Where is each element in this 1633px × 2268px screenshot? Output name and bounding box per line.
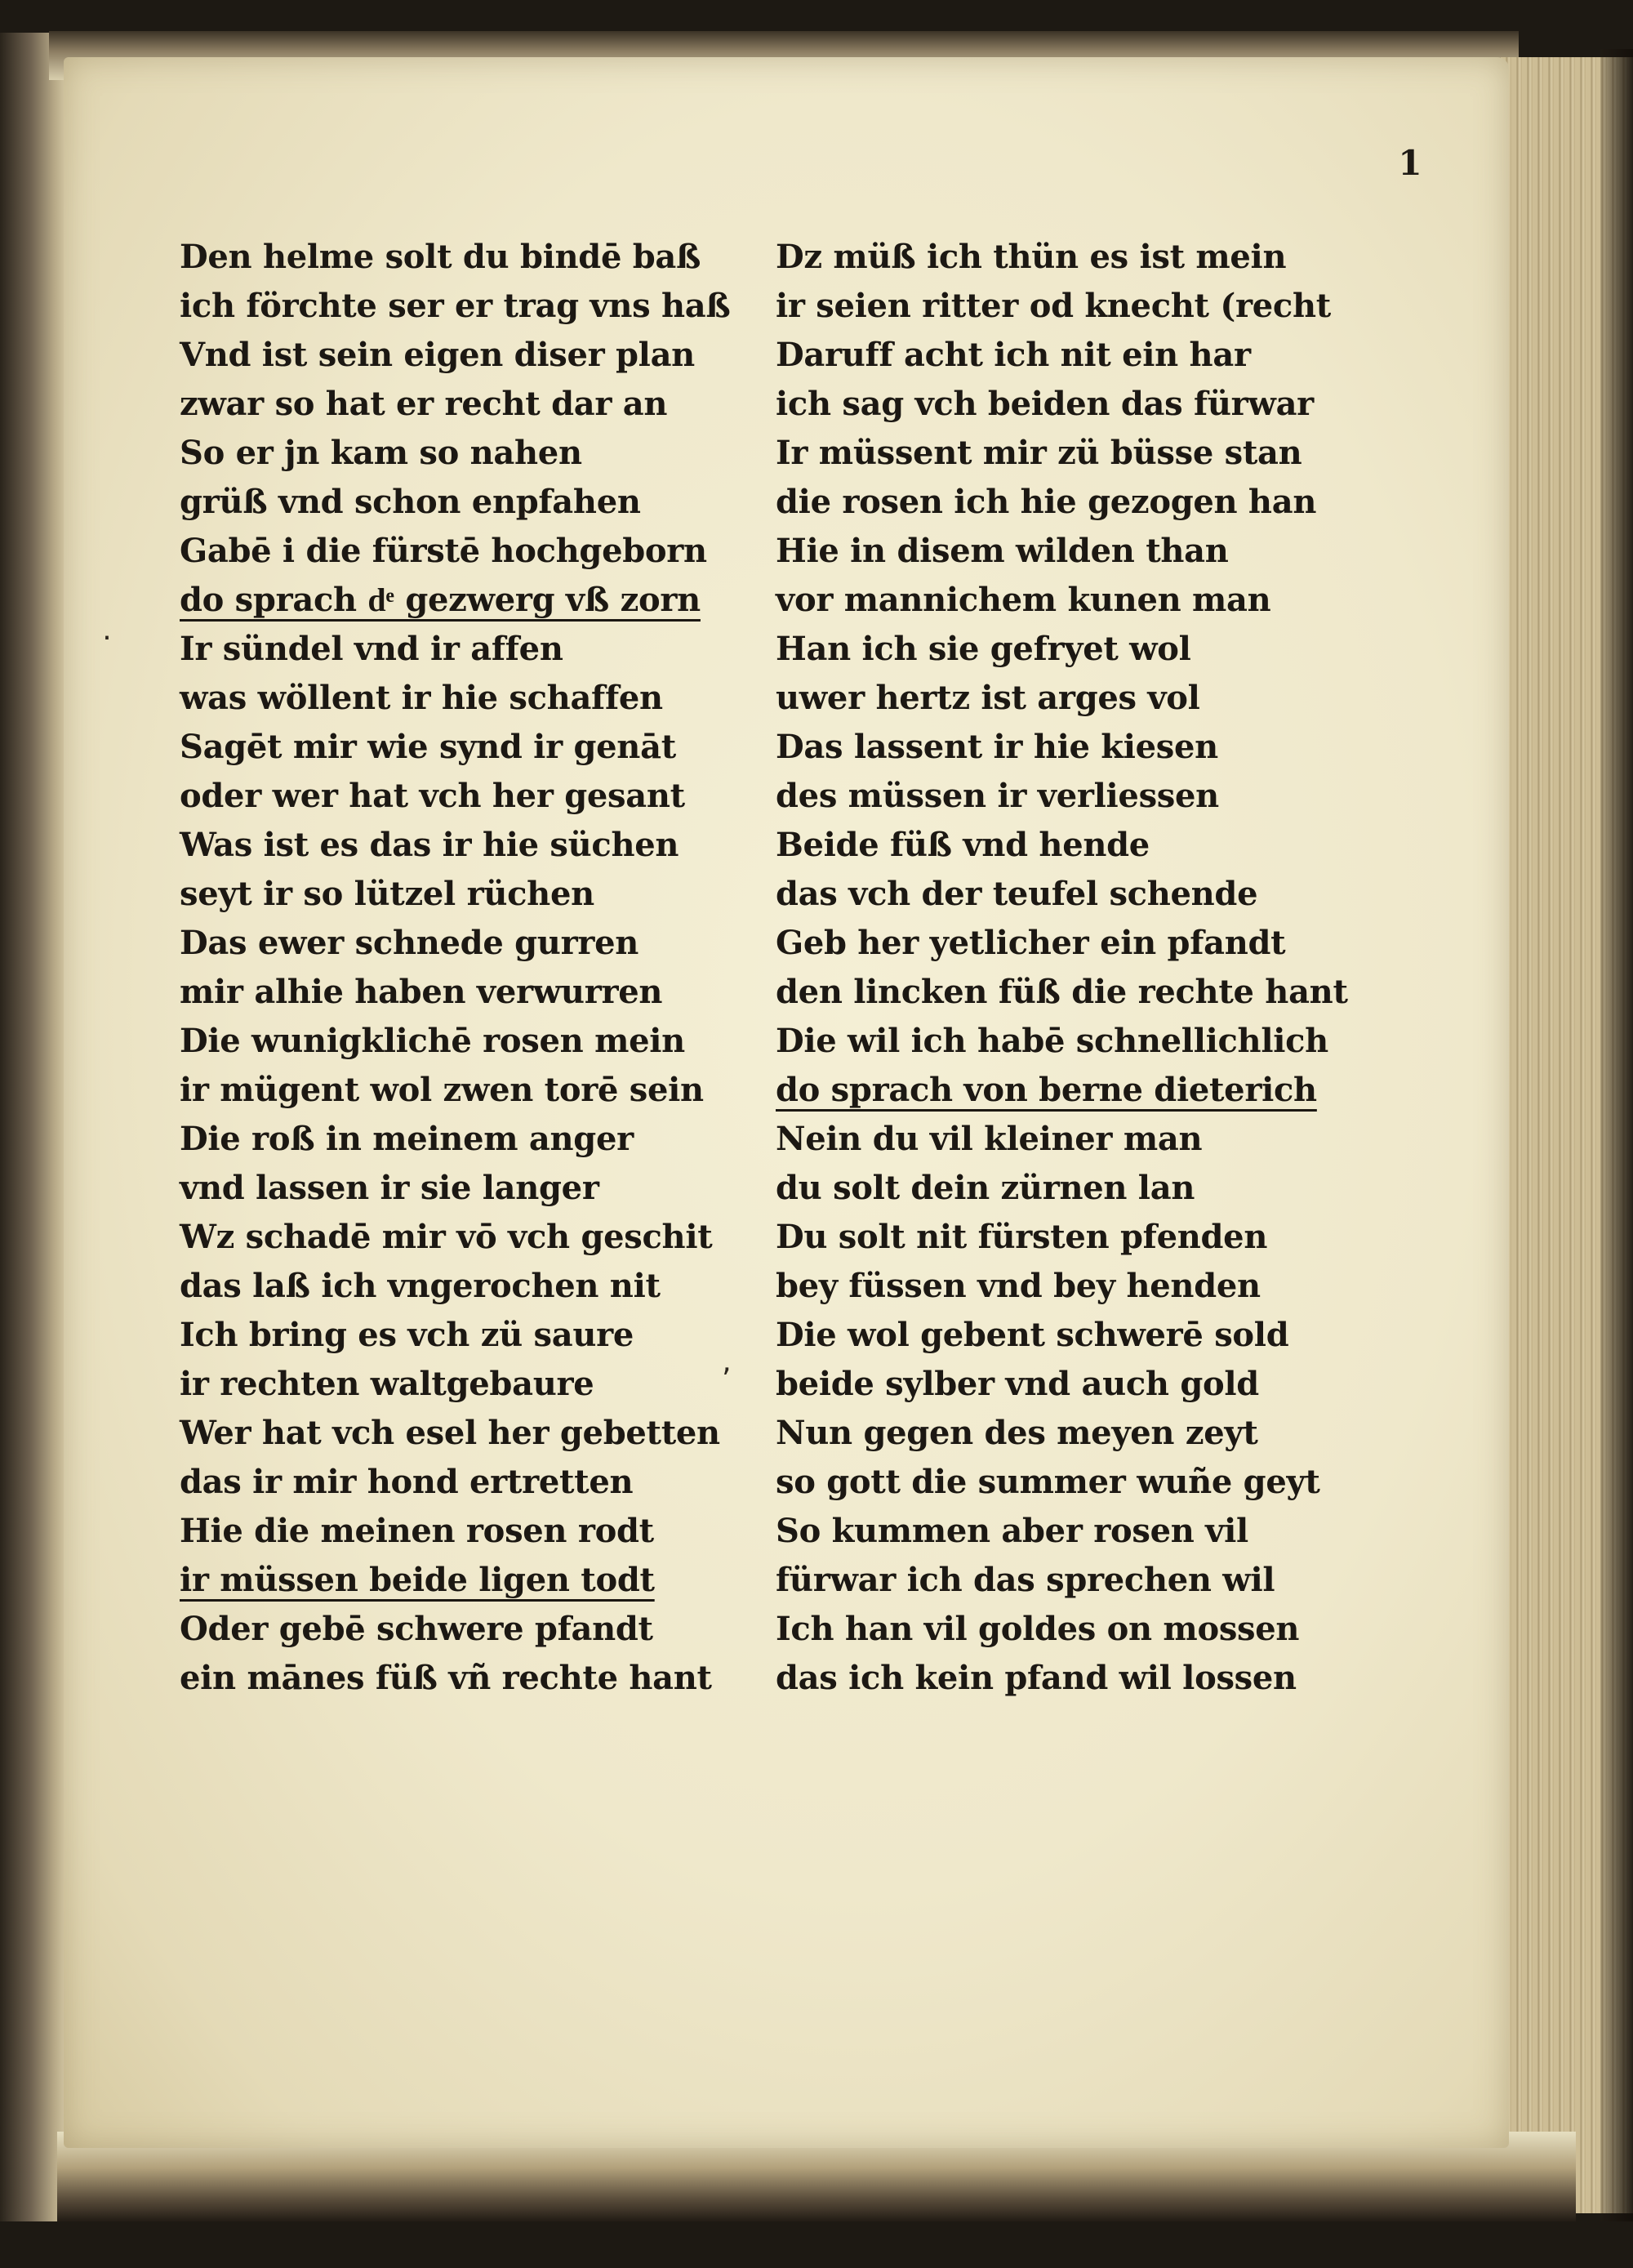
verse-line: Den helme solt du bindē baß	[180, 238, 701, 276]
verse-line: oder wer hat vch her gesant	[180, 777, 685, 815]
verse-line: Das lassent ir hie kiesen	[776, 728, 1218, 766]
verse-line: Ir sündel vnd ir affen	[180, 630, 563, 668]
verse-line: Hie in disem wilden than	[776, 532, 1229, 570]
verse-line: Was ist es das ir hie süchen	[180, 826, 679, 864]
verse-line: fürwar ich das sprechen wil	[776, 1561, 1275, 1599]
verse-line: ir mügent wol zwen torē sein	[180, 1071, 704, 1109]
verse-line: des müssen ir verliessen	[776, 777, 1219, 815]
verse-line: ir müssen beide ligen todt	[180, 1561, 655, 1599]
verse-line: Die wil ich habē schnellichlich	[776, 1022, 1328, 1060]
verse-line: ir rechten waltgebaure	[180, 1365, 594, 1403]
verse-line: Das ewer schnede gurren	[180, 924, 639, 962]
verse-line: ich sag vch beiden das fürwar	[776, 385, 1314, 423]
verse-line: du solt dein zürnen lan	[776, 1169, 1195, 1207]
verse-line: Die wol gebent schwerē sold	[776, 1316, 1289, 1354]
verse-line: Wer hat vch esel her gebetten	[180, 1414, 720, 1452]
right-text-column	[776, 233, 1364, 1703]
verse-line: mir alhie haben verwurren	[180, 973, 663, 1011]
verse-line: das ich kein pfand wil lossen	[776, 1659, 1297, 1697]
verse-line: das vch der teufel schende	[776, 875, 1258, 913]
verse-line: Die wunigklichē rosen mein	[180, 1022, 685, 1060]
verse-line: Die roß in meinem anger	[180, 1120, 634, 1158]
verse-line: die rosen ich hie gezogen han	[776, 483, 1317, 521]
verse-line: Nein du vil kleiner man	[776, 1120, 1203, 1158]
binding-gutter	[0, 33, 69, 2221]
verse-line: das ir mir hond ertretten	[180, 1463, 634, 1501]
verse-line: Han ich sie gefryet wol	[776, 630, 1191, 668]
verse-line: den lincken füß die rechte hant	[776, 973, 1348, 1011]
folio-number: 1	[1398, 143, 1422, 183]
verse-line: uwer hertz ist arges vol	[776, 679, 1200, 717]
verse-line: So er jn kam so nahen	[180, 434, 582, 472]
verse-line: Oder gebē schwere pfandt	[180, 1610, 653, 1648]
verse-line: Vnd ist sein eigen diser plan	[180, 336, 695, 374]
margin-stroke-mark: ,	[722, 1345, 732, 1379]
verse-line: ich förchte ser er trag vns haß	[180, 287, 731, 325]
verse-line: So kummen aber rosen vil	[776, 1512, 1248, 1550]
verse-line: so gott die summer wuñe geyt	[776, 1463, 1320, 1501]
verse-line: Dz müß ich thün es ist mein	[776, 238, 1287, 276]
fore-edge-shadow	[1600, 49, 1633, 2221]
verse-line: Wz schadē mir vō vch geschit	[180, 1218, 713, 1256]
verse-line: Geb her yetlicher ein pfandt	[776, 924, 1286, 962]
verse-line: grüß vnd schon enpfahen	[180, 483, 641, 521]
verse-line: Du solt nit fürsten pfenden	[776, 1218, 1268, 1256]
verse-line: do sprach dͤ gezwerg vß zorn	[180, 581, 701, 619]
verse-line: seyt ir so lützel rüchen	[180, 875, 594, 913]
verse-line: das laß ich vngerochen nit	[180, 1267, 661, 1305]
verse-line: do sprach von berne dieterich	[776, 1071, 1317, 1109]
verse-line: Ir müssent mir zü büsse stan	[776, 434, 1302, 472]
verse-line: Ich bring es vch zü saure	[180, 1316, 634, 1354]
verse-line: was wöllent ir hie schaffen	[180, 679, 663, 717]
verse-line: vor mannichem kunen man	[776, 581, 1271, 619]
left-text-column	[180, 233, 768, 1703]
verse-line: Daruff acht ich nit ein har	[776, 336, 1251, 374]
margin-tick-mark: ·	[102, 622, 112, 655]
verse-line: ein mānes füß vñ rechte hant	[180, 1659, 712, 1697]
verse-line: Hie die meinen rosen rodt	[180, 1512, 654, 1550]
verse-line: Ich han vil goldes on mossen	[776, 1610, 1300, 1648]
verse-line: Beide füß vnd hende	[776, 826, 1150, 864]
verse-line: bey füssen vnd bey henden	[776, 1267, 1261, 1305]
verse-line: vnd lassen ir sie langer	[180, 1169, 599, 1207]
verse-line: zwar so hat er recht dar an	[180, 385, 668, 423]
verse-line: Gabē i die fürstē hochgeborn	[180, 532, 707, 570]
verse-line: Nun gegen des meyen zeyt	[776, 1414, 1258, 1452]
verse-line: Sagēt mir wie synd ir genāt	[180, 728, 676, 766]
verse-line: ir seien ritter od knecht (recht	[776, 287, 1331, 325]
verse-line: beide sylber vnd auch gold	[776, 1365, 1259, 1403]
